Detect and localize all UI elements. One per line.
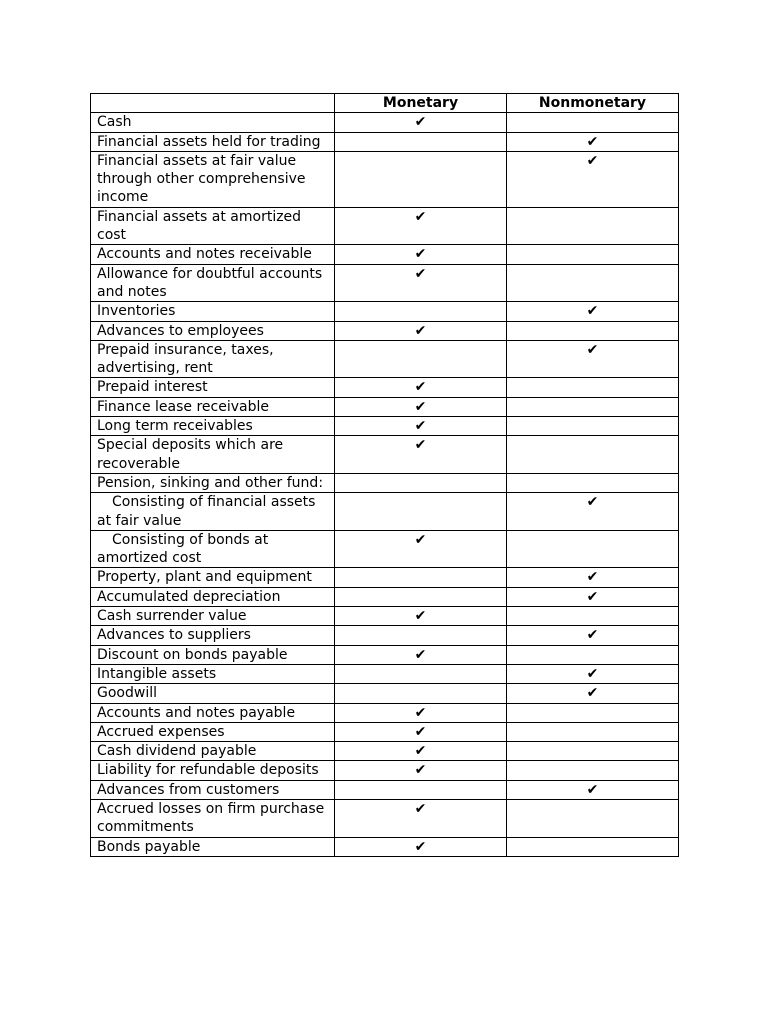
- row-item-label: Prepaid interest: [91, 378, 335, 397]
- nonmonetary-cell: [507, 397, 679, 416]
- row-item-label: Advances from customers: [91, 780, 335, 799]
- monetary-cell: [335, 151, 507, 207]
- monetary-cell: [335, 626, 507, 645]
- row-item-label: Accounts and notes receivable: [91, 245, 335, 264]
- monetary-check-icon: ✔: [335, 530, 507, 568]
- nonmonetary-check-icon: ✔: [507, 132, 679, 151]
- row-item-label: Pension, sinking and other fund:: [91, 473, 335, 492]
- row-item-label: Prepaid insurance, taxes, advertising, rent: [91, 340, 335, 378]
- row-item-label: Discount on bonds payable: [91, 645, 335, 664]
- nonmonetary-check-icon: ✔: [507, 493, 679, 531]
- nonmonetary-check-icon: ✔: [507, 780, 679, 799]
- nonmonetary-cell: [507, 761, 679, 780]
- monetary-check-icon: ✔: [335, 397, 507, 416]
- row-item-label: Financial assets at amortized cost: [91, 207, 335, 245]
- row-item-label: Financial assets held for trading: [91, 132, 335, 151]
- header-row: [91, 94, 679, 113]
- table-row: [91, 132, 679, 151]
- nonmonetary-check-icon: ✔: [507, 587, 679, 606]
- row-item-label: Consisting of financial assets at fair value: [91, 493, 335, 531]
- monetary-check-icon: ✔: [335, 645, 507, 664]
- row-item-label: Long term receivables: [91, 417, 335, 436]
- table-row: [91, 378, 679, 397]
- row-item-label: Special deposits which are recoverable: [91, 436, 335, 474]
- row-item-label: Cash: [91, 113, 335, 132]
- nonmonetary-cell: [507, 703, 679, 722]
- table-row: [91, 587, 679, 606]
- monetary-check-icon: ✔: [335, 742, 507, 761]
- row-item-label: Cash dividend payable: [91, 742, 335, 761]
- monetary-cell: [335, 340, 507, 378]
- monetary-cell: [335, 568, 507, 587]
- table-row: [91, 340, 679, 378]
- row-item-label: Finance lease receivable: [91, 397, 335, 416]
- nonmonetary-cell: [507, 264, 679, 302]
- table-row: [91, 799, 679, 837]
- nonmonetary-cell: [507, 837, 679, 856]
- monetary-cell: [335, 684, 507, 703]
- nonmonetary-cell: [507, 607, 679, 626]
- monetary-cell: [335, 473, 507, 492]
- table-row: [91, 302, 679, 321]
- table-row: [91, 780, 679, 799]
- table-row: [91, 684, 679, 703]
- table-row: [91, 645, 679, 664]
- row-item-label: Goodwill: [91, 684, 335, 703]
- nonmonetary-cell: [507, 530, 679, 568]
- table-body: [91, 113, 679, 857]
- nonmonetary-cell: [507, 207, 679, 245]
- nonmonetary-check-icon: ✔: [507, 151, 679, 207]
- row-item-label: Advances to suppliers: [91, 626, 335, 645]
- nonmonetary-check-icon: ✔: [507, 302, 679, 321]
- monetary-cell: [335, 493, 507, 531]
- monetary-cell: [335, 780, 507, 799]
- row-item-label: Property, plant and equipment: [91, 568, 335, 587]
- table-row: [91, 151, 679, 207]
- monetary-check-icon: ✔: [335, 264, 507, 302]
- nonmonetary-cell: [507, 436, 679, 474]
- row-item-label: Consisting of bonds at amortized cost: [91, 530, 335, 568]
- monetary-cell: [335, 132, 507, 151]
- table-row: [91, 761, 679, 780]
- nonmonetary-cell: [507, 799, 679, 837]
- table-row: [91, 321, 679, 340]
- row-item-label: Accumulated depreciation: [91, 587, 335, 606]
- table-row: [91, 245, 679, 264]
- classification-table: [90, 93, 679, 857]
- table-row: [91, 493, 679, 531]
- nonmonetary-cell: [507, 417, 679, 436]
- table-row: [91, 473, 679, 492]
- row-item-label: Liability for refundable deposits: [91, 761, 335, 780]
- monetary-check-icon: ✔: [335, 378, 507, 397]
- row-item-label: Accrued expenses: [91, 722, 335, 741]
- monetary-check-icon: ✔: [335, 321, 507, 340]
- nonmonetary-cell: [507, 113, 679, 132]
- table-row: [91, 722, 679, 741]
- table-row: [91, 436, 679, 474]
- table-row: [91, 626, 679, 645]
- row-item-label: Allowance for doubtful accounts and notes: [91, 264, 335, 302]
- table-row: [91, 837, 679, 856]
- monetary-check-icon: ✔: [335, 245, 507, 264]
- row-item-label: Cash surrender value: [91, 607, 335, 626]
- table-row: [91, 417, 679, 436]
- table-row: [91, 397, 679, 416]
- row-item-label: Bonds payable: [91, 837, 335, 856]
- monetary-check-icon: ✔: [335, 703, 507, 722]
- header-item: [91, 94, 335, 113]
- monetary-check-icon: ✔: [335, 837, 507, 856]
- table-row: [91, 664, 679, 683]
- table-row: [91, 703, 679, 722]
- nonmonetary-check-icon: ✔: [507, 684, 679, 703]
- nonmonetary-check-icon: ✔: [507, 340, 679, 378]
- monetary-cell: [335, 664, 507, 683]
- table-row: [91, 113, 679, 132]
- row-item-label: Accrued losses on firm purchase commitments: [91, 799, 335, 837]
- nonmonetary-cell: [507, 321, 679, 340]
- table-row: [91, 207, 679, 245]
- table-row: [91, 568, 679, 587]
- table-row: [91, 742, 679, 761]
- monetary-cell: [335, 302, 507, 321]
- nonmonetary-cell: [507, 378, 679, 397]
- nonmonetary-check-icon: ✔: [507, 568, 679, 587]
- header-monetary: Monetary: [335, 94, 507, 113]
- nonmonetary-cell: [507, 645, 679, 664]
- header-nonmonetary: Nonmonetary: [507, 94, 679, 113]
- row-item-label: Financial assets at fair value through other comprehensive income: [91, 151, 335, 207]
- monetary-check-icon: ✔: [335, 607, 507, 626]
- nonmonetary-cell: [507, 742, 679, 761]
- table-row: [91, 530, 679, 568]
- monetary-check-icon: ✔: [335, 207, 507, 245]
- nonmonetary-check-icon: ✔: [507, 664, 679, 683]
- monetary-check-icon: ✔: [335, 417, 507, 436]
- row-item-label: Inventories: [91, 302, 335, 321]
- monetary-cell: [335, 587, 507, 606]
- row-item-label: Intangible assets: [91, 664, 335, 683]
- nonmonetary-cell: [507, 722, 679, 741]
- table-row: [91, 607, 679, 626]
- monetary-check-icon: ✔: [335, 722, 507, 741]
- row-item-label: Advances to employees: [91, 321, 335, 340]
- nonmonetary-cell: [507, 473, 679, 492]
- monetary-check-icon: ✔: [335, 799, 507, 837]
- nonmonetary-check-icon: ✔: [507, 626, 679, 645]
- nonmonetary-cell: [507, 245, 679, 264]
- row-item-label: Accounts and notes payable: [91, 703, 335, 722]
- monetary-check-icon: ✔: [335, 761, 507, 780]
- table-row: [91, 264, 679, 302]
- monetary-check-icon: ✔: [335, 436, 507, 474]
- monetary-check-icon: ✔: [335, 113, 507, 132]
